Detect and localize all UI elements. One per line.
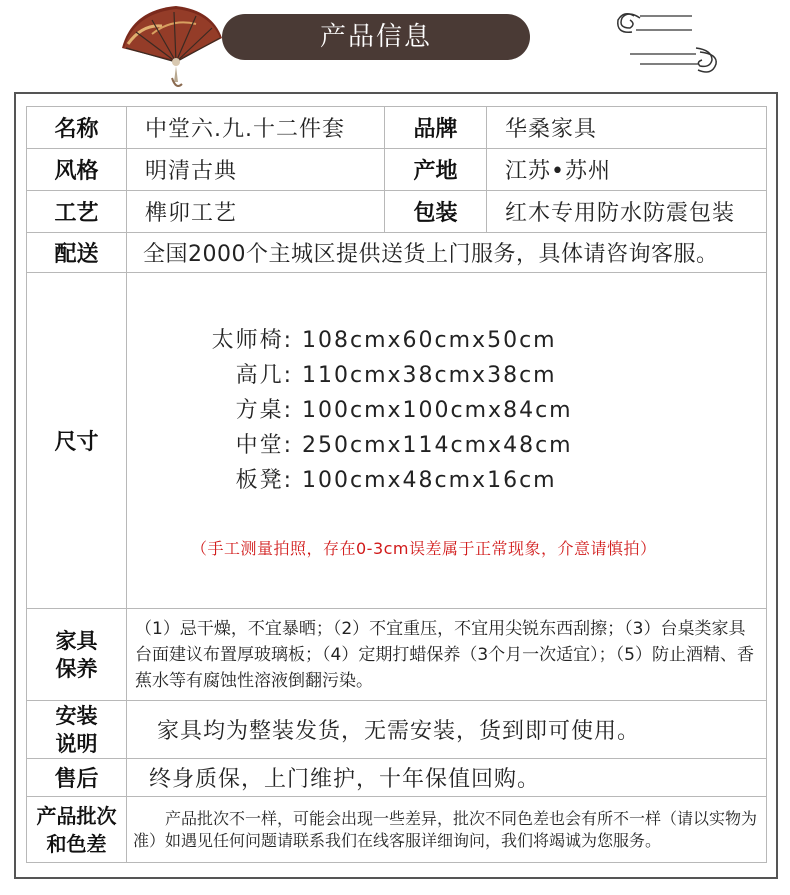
size-item [191,428,766,463]
brand-label: 品牌 [385,107,487,149]
size-item-name: 方桌: [235,397,293,423]
size-list [127,273,767,609]
table-row [27,191,767,233]
page-title: 产品信息 [222,14,530,60]
table-row [27,233,767,273]
cloud-swirl-icon [600,6,730,76]
style-label: 风格 [27,149,127,191]
delivery-label: 配送 [27,233,127,273]
name-label: 名称 [27,107,127,149]
size-label: 尺寸 [27,273,127,609]
size-item [191,463,766,498]
size-item-dims: 110cmx38cmx38cm [302,362,557,388]
batch-label-line: 产品批次 [36,803,117,828]
packaging-value: 红木专用防水防震包装 [487,191,767,233]
product-info-table [26,106,767,863]
packaging-label: 包装 [385,191,487,233]
table-row [27,273,767,609]
table-row [27,797,767,863]
style-value: 明清古典 [127,149,385,191]
size-item-name: 中堂: [235,432,293,458]
aftersale-value: 终身质保，上门维护，十年保值回购。 [127,759,767,797]
delivery-value: 全国2000个主城区提供送货上门服务，具体请咨询客服。 [127,233,767,273]
table-row [27,701,767,759]
header-banner [0,0,790,90]
batch-text: 产品批次不一样，可能会出现一些差异，批次不同色差也会有所不一样（请以实物为准）如遇见任何问题请联系我们在线客服详细询问，我们将竭诚为您服务。 [127,797,767,863]
install-label-line: 安装 [55,703,98,728]
craft-value: 榫卯工艺 [127,191,385,233]
size-item-name: 太师椅: [211,327,293,353]
size-item-dims: 100cmx100cmx84cm [302,397,573,423]
origin-label: 产地 [385,149,487,191]
size-item-name: 高几: [235,362,293,388]
install-value: 家具均为整装发货，无需安装，货到即可使用。 [127,701,767,759]
table-row [27,107,767,149]
care-label [27,609,127,701]
table-row [27,149,767,191]
care-label-line: 保养 [55,656,98,681]
craft-label: 工艺 [27,191,127,233]
size-item-dims: 100cmx48cmx16cm [302,467,557,493]
aftersale-label: 售后 [27,759,127,797]
care-text: （1）忌干燥，不宜暴晒；（2）不宜重压，不宜用尖锐东西刮擦；（3）台桌类家具台面建议布置厚玻璃板；（4）定期打蜡保养（3个月一次适宜）；（5）防止酒精、香蕉水等有腐蚀性溶液倒翻污染。 [127,609,767,701]
size-item-dims: 250cmx114cmx48cm [302,432,573,458]
name-value: 中堂六.九.十二件套 [127,107,385,149]
folding-fan-icon [112,4,232,90]
table-row [27,609,767,701]
measurement-note: （手工测量拍照，存在0-3cm误差属于正常现象，介意请慎拍） [191,538,657,558]
size-item-dims: 108cmx60cmx50cm [302,327,557,353]
size-item [191,323,766,358]
table-row [27,759,767,797]
origin-value: 江苏•苏州 [487,149,767,191]
care-label-line: 家具 [55,628,98,653]
batch-label-line: 和色差 [46,831,107,856]
install-label-line: 说明 [55,731,98,756]
size-item [191,358,766,393]
brand-value: 华桑家具 [487,107,767,149]
size-item [191,393,766,428]
size-item-name: 板凳: [235,467,293,493]
install-label [27,701,127,759]
batch-label [27,797,127,863]
